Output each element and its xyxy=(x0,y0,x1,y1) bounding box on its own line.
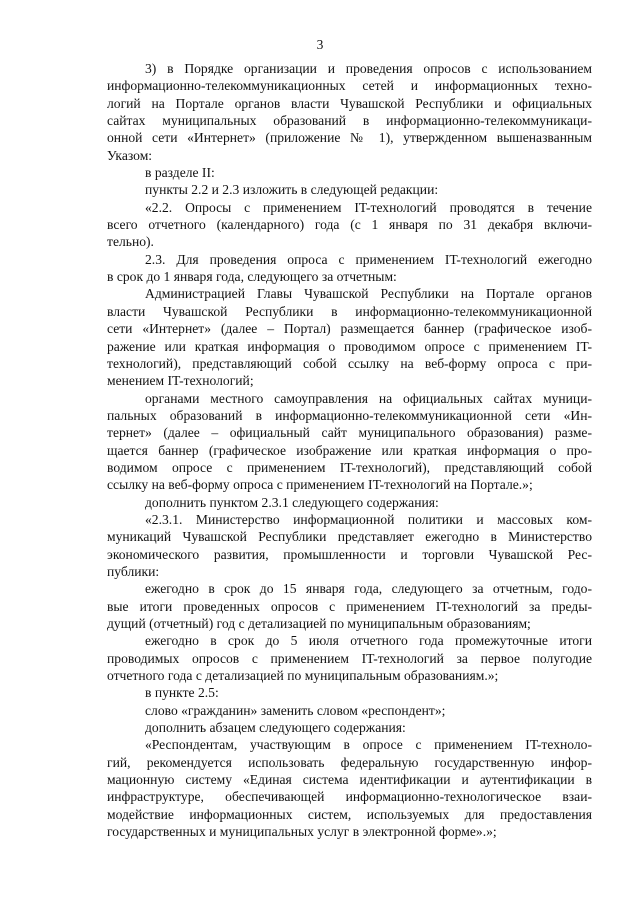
text-line: «2.2. Опросы с применением IT-технологий проводятся в течение xyxy=(145,199,592,215)
text-line: всего отчетного (календарного) года (с 1 января по 31 декабря включи- xyxy=(107,217,592,233)
text-line: «2.3.1. Министерство информационной политики и массовых ком- xyxy=(145,511,592,527)
text-line: государственных и муниципальных услуг в электронной форме».»; xyxy=(107,824,497,840)
text-line: органами местного самоуправления на официальных сайтах муници- xyxy=(145,390,592,406)
text-line: дополнить абзацем следующего содержания: xyxy=(145,720,406,736)
document-body xyxy=(107,60,592,840)
text-line: экономического развития, промышленности и торговли Чувашской Рес- xyxy=(107,546,592,562)
text-line: «Респондентам, участвующим в опросе с применением IT-техноло- xyxy=(145,737,592,753)
text-line: гий, рекомендуется использовать федеральную государственную инфор- xyxy=(107,754,592,770)
text-line: сети «Интернет» (далее – Портал) размещается баннер (графическое изоб- xyxy=(107,321,592,337)
text-line: власти Чувашской Республики в информационно-телекоммуникационной xyxy=(107,303,592,319)
text-line: слово «гражданин» заменить словом «респондент»; xyxy=(145,702,446,718)
text-line: Указом: xyxy=(107,147,153,163)
text-line: вые итоги проведенных опросов с применением IT-технологий за преды- xyxy=(107,598,592,614)
text-line: в пункте 2.5: xyxy=(145,685,219,701)
text-line: технологий), представляющий собой ссылку на веб-форму опроса с при- xyxy=(107,355,592,371)
text-line: логий на Портале органов власти Чувашской Республики и официальных xyxy=(107,95,592,111)
text-line: отчетного года с детализацией по муниципальным образованиям.»; xyxy=(107,668,499,684)
text-line: 2.3. Для проведения опроса с применением IT-технологий ежегодно xyxy=(145,251,592,267)
text-line: щается баннер (графическое изображение или краткая информация о про- xyxy=(107,442,592,458)
text-line: информационно-телекоммуникационных сетей и информационных техно- xyxy=(107,78,592,94)
text-line: дущий (отчетный) год с детализацией по муниципальным образованиям; xyxy=(107,616,531,631)
text-line: публики: xyxy=(107,563,160,579)
text-line: водимом опросе с применением IT-технологий), представляющий собой xyxy=(107,459,592,475)
text-line: сайтах муниципальных образований в информационно-телекоммуникаци- xyxy=(107,113,592,129)
text-line: модействие информационных систем, используемых для предоставления xyxy=(107,806,592,822)
text-line: тернет» (далее – официальный сайт муниципального образования) разме- xyxy=(107,425,592,441)
text-line: тельно). xyxy=(107,234,154,250)
text-line: ражение или краткая информация о проводимом опросе с применением IT- xyxy=(107,338,592,354)
text-line: 3) в Порядке организации и проведения опросов с использованием xyxy=(145,61,592,76)
text-line: онной сети «Интернет» (приложение № 1), утвержденном вышеназванным xyxy=(107,130,592,146)
text-line: мационную систему «Единая система идентификации и аутентификации в xyxy=(107,772,592,788)
text-line: ежегодно в срок до 5 июля отчетного года промежуточные итоги xyxy=(145,633,592,649)
text-line: проводимых опросов с применением IT-технологий за первое полугодие xyxy=(107,650,592,666)
text-line: Администрацией Главы Чувашской Республики на Портале органов xyxy=(145,286,592,302)
text-line: инфраструктуре, обеспечивающей информационно-технологическое взаи- xyxy=(107,789,592,805)
text-line: пальных образований в информационно-телекоммуникационной сети «Ин- xyxy=(107,407,592,423)
text-line: в разделе II: xyxy=(145,165,215,181)
text-line: дополнить пунктом 2.3.1 следующего содержания: xyxy=(145,494,439,510)
text-line: ссылку на веб-форму опроса с применением IT-технологий на Портале.»; xyxy=(107,477,533,493)
text-line: в срок до 1 января года, следующего за отчетным: xyxy=(107,269,397,285)
text-line: менением IT-технологий; xyxy=(107,373,254,389)
text-line: ежегодно в срок до 15 января года, следующего за отчетным, годо- xyxy=(145,581,592,597)
page-number: 3 xyxy=(316,37,324,52)
text-line: пункты 2.2 и 2.3 изложить в следующей редакции: xyxy=(145,182,439,198)
text-line: муникаций Чувашской Республики представляет ежегодно в Министерство xyxy=(107,529,592,545)
